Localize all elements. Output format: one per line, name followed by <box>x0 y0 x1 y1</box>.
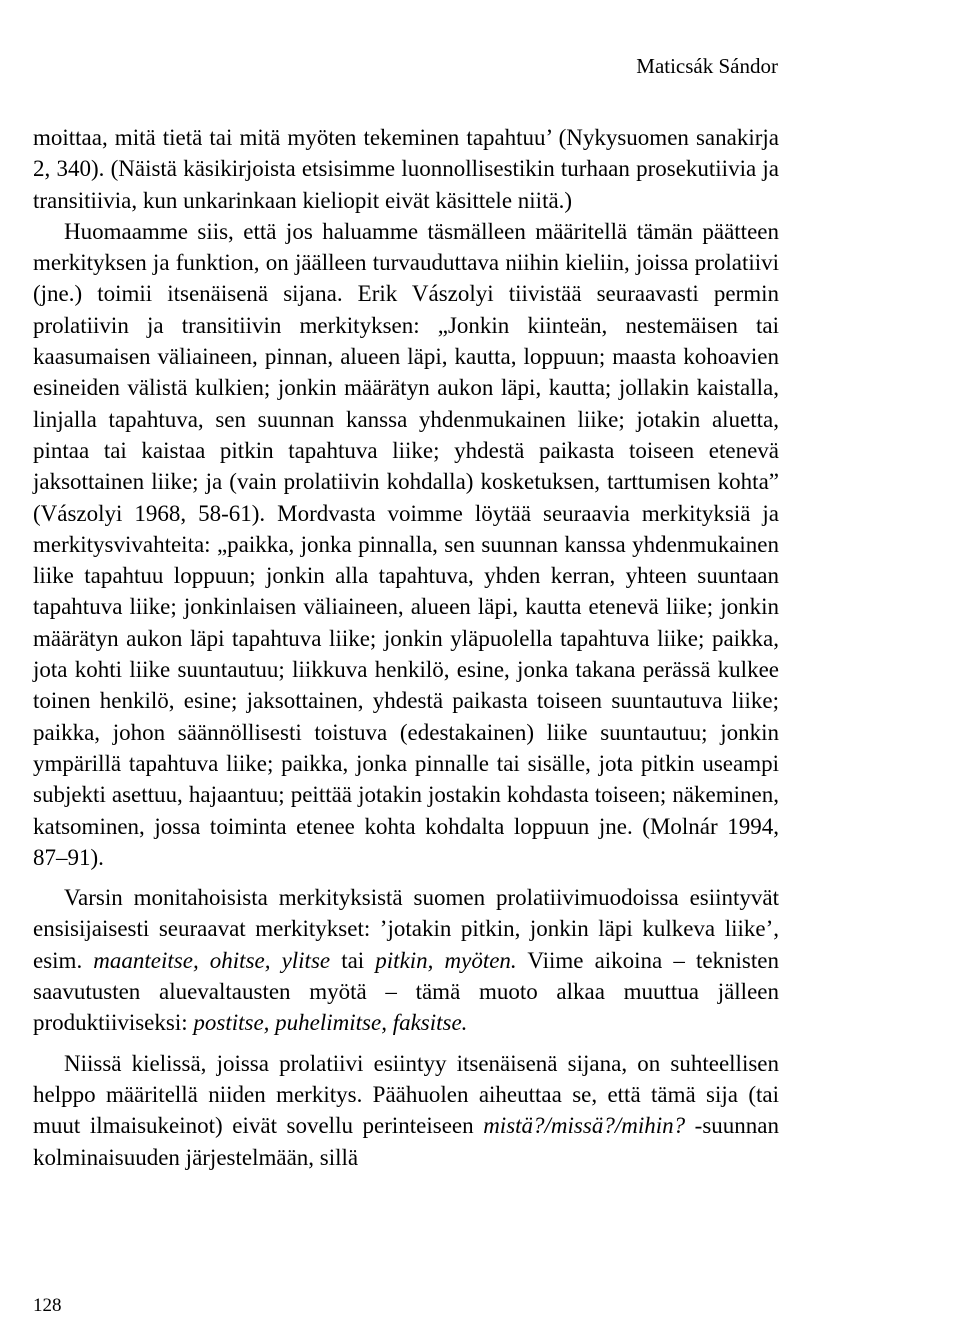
paragraph-1 <box>33 122 779 216</box>
paragraph-3-italic-1: maanteitse, ohitse, ylitse <box>93 947 331 973</box>
paragraph-4-text-a: Niissä kielissä, joissa prolatiivi esiintyy itsenäisenä sijana, on suhteellisen helppo määritellä niiden merkitys. Päähuolen aiheuttaa se, että tämä sija (tai muut ilmaisukeinot) eivät sovellu perinteiseen <box>33 1050 779 1139</box>
running-header-author: Maticsák Sándor <box>636 54 778 78</box>
paragraph-3 <box>33 882 779 1038</box>
paragraph-2-text: Huomaamme siis, että jos haluamme täsmälleen määritellä tämän päätteen merkityksen ja funktion, on jäälleen turvauduttava niihin kieliin, joissa prolatiivi (jne.) toimii itsenäisenä sijana. Erik Vászolyi tiivistää seuraavasti permin prolatiivin ja transitiivin merkityksen: „Jonkin kiinteän, nestemäisen tai kaasumaisen väliaineen, pinnan, alueen läpi, kautta, loppuun; maasta kohoavien esineiden välistä kulkien; jonkin määrätyn aukon läpi, kautta; jollakin kaistalla, linjalla tapahtuva, sen suunnan kanssa yhdenmukainen liike; jotakin aluetta, pintaa tai kaistaa pitkin tapahtuva liike; yhdestä paikasta toiseen etenevä jaksottainen liike; ja (vain prolatiivin kohdalla) kosketuksen, tarttumisen kohta” (Vászolyi 1968, 58-61). Mordvasta voimme löytää seuraavia merkityksiä ja merkitysvivahteita: „paikka, jonka pinnalla, sen suunnan kanssa yhdenmukainen liike tapahtuu loppuun; jonkin alla tapahtuva, yhden kerran, yhteen suuntaan tapahtuva liike; jonkinlaisen väliaineen, alueen läpi, kautta etenevä liike; jonkin määrätyn aukon läpi tapahtuva liike; jonkin yläpuolella tapahtuva liike; paikka, jota kohti liike suuntautuu; liikkuva henkilö, esine, jonka takana perässä kulkee toinen henkilö, esine; jaksottainen, yhdestä paikasta toiseen suuntautuva liike; paikka, johon säännöllisesti toistuva (edestakainen) liike suuntautuu; jonkin ympärillä tapahtuva liike; paikka, jonka pinnalle tai sisälle, jota pitkin useampi subjekti asettuu, hajaantuu; peittää jotakin jostakin kohdasta toiseen; näkeminen, katsominen, jossa toiminta etenee kohta kohdalta loppuun jne. (Molnár 1994, 87–91). <box>33 218 779 870</box>
paragraph-2 <box>33 216 779 873</box>
body-text <box>33 122 779 1173</box>
paragraph-3-text-b: tai <box>330 947 376 973</box>
paragraph-3-text-a: Varsin monitahoisista merkityksistä suomen prolatiivimuodoissa esiintyvät ensisijaisesti seuraavat merkitykset: ’jotakin pitkin, jonkin läpi kulkeva liike’, esim. <box>33 885 779 973</box>
paragraph-4 <box>33 1048 779 1173</box>
paragraph-3-italic-3: postitse, puhelimitse, faksitse. <box>193 1010 468 1036</box>
paragraph-4-text-b: -suunnan kolminaisuuden järjestelmään, sillä <box>33 1113 779 1170</box>
paragraph-4-italic-1: mistä?/missä?/mihin? <box>483 1113 686 1139</box>
paragraph-1-text: moittaa, mitä tietä tai mitä myöten tekeminen tapahtuu’ (Nykysuomen sanakirja 2, 340). (Näistä käsikirjoista etsisimme luonnollisestikin turhaan prosekutiivia ja transitiivia, kun unkarinkaan kieliopit eivät käsittele niitä.) <box>33 125 779 213</box>
paragraph-3-text-c: Viime aikoina – teknisten saavutusten aluevaltausten myötä – tämä muoto alkaa muuttua jälleen produktiiviseksi: <box>33 947 779 1036</box>
paragraph-3-italic-2: pitkin, myöten. <box>375 947 517 973</box>
page-number: 128 <box>33 1295 62 1316</box>
